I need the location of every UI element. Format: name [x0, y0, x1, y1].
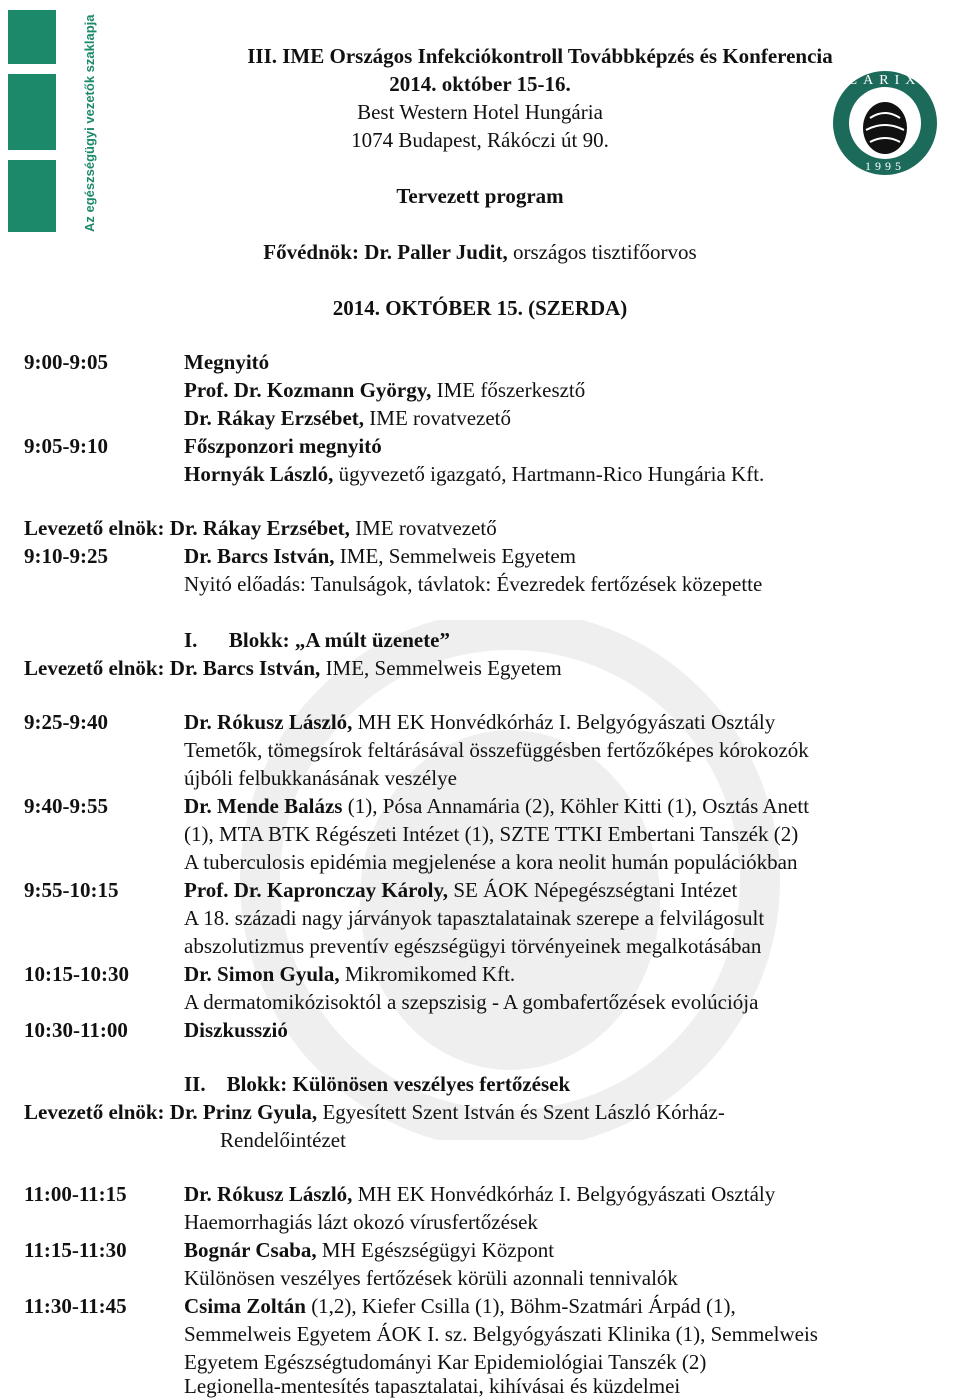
speaker-line: Prof. Dr. Kapronczay Károly, SE ÁOK Népegészségtani Intézet — [184, 878, 738, 902]
speaker-line: Csima Zoltán (1,2), Kiefer Csilla (1), Böhm-Szatmári Árpád (1), — [184, 1294, 736, 1318]
speaker-line: Dr. Barcs István, IME, Semmelweis Egyetem — [184, 544, 576, 568]
talk-title: Legionella-mentesítés tapasztalatai, kihívásai és küzdelmei — [184, 1374, 681, 1398]
talk-title: Nyitó előadás: Tanulságok, távlatok: Évezredek fertőzések közepette — [184, 572, 763, 596]
time-slot: 9:00-9:05 — [24, 350, 108, 374]
conference-address: 1074 Budapest, Rákóczi út 90. — [351, 128, 609, 152]
session-title: Diszkusszió — [184, 1018, 288, 1042]
conference-dates: 2014. október 15-16. — [389, 72, 571, 96]
ime-logo-subtext: Az egészségügyi vezetők szaklapja — [82, 14, 97, 232]
chair-line: Levezető elnök: Dr. Barcs István, IME, Semmelweis Egyetem — [24, 656, 562, 680]
block-heading: I. Blokk: „A múlt üzenete” — [184, 628, 451, 652]
affiliation-line: Semmelweis Egyetem ÁOK I. sz. Belgyógyászati Klinika (1), Semmelweis — [184, 1322, 818, 1346]
time-slot: 9:55-10:15 — [24, 878, 119, 902]
talk-title: újbóli felbukkanásának veszélye — [184, 766, 457, 790]
speaker-line: Dr. Rókusz László, MH EK Honvédkórház I. Belgyógyászati Osztály — [184, 710, 776, 734]
affiliation-line: (1), MTA BTK Régészeti Intézet (1), SZTE TTKI Embertani Tanszék (2) — [184, 822, 799, 846]
larix-logo-text: LARIX — [848, 73, 922, 88]
time-slot: 11:00-11:15 — [24, 1182, 127, 1206]
talk-title: abszolutizmus preventív egészségügyi törvényeinek megalkotásában — [184, 934, 762, 958]
talk-title: A tuberculosis epidémia megjelenése a kora neolit humán populációkban — [184, 850, 798, 874]
time-slot: 11:15-11:30 — [24, 1238, 127, 1262]
larix-logo-year: 1995 — [865, 159, 905, 173]
program-title: Tervezett program — [396, 184, 564, 208]
day-heading: 2014. OKTÓBER 15. (SZERDA) — [332, 296, 628, 320]
speaker-line: Hornyák László, ügyvezető igazgató, Hartmann-Rico Hungária Kft. — [184, 462, 765, 486]
time-slot: 9:10-9:25 — [24, 544, 108, 568]
talk-title: A dermatomikózisoktól a szepszisig - A gombafertőzések evolúciója — [184, 990, 759, 1014]
time-slot: 10:30-11:00 — [24, 1018, 128, 1042]
time-slot: 10:15-10:30 — [24, 962, 129, 986]
talk-title: A 18. századi nagy járványok tapasztalatainak szerepe a felvilágosult — [184, 906, 765, 930]
session-title: Főszponzori megnyitó — [184, 434, 382, 458]
affiliation-line: Egyetem Egészségtudományi Kar Epidemiológiai Tanszék (2) — [184, 1350, 707, 1374]
chair-line: Levezető elnök: Dr. Rákay Erzsébet, IME rovatvezető — [24, 516, 497, 540]
speaker-line: Dr. Simon Gyula, Mikromikomed Kft. — [184, 962, 516, 986]
time-slot: 11:30-11:45 — [24, 1294, 127, 1318]
talk-title: Haemorrhagiás lázt okozó vírusfertőzések — [184, 1210, 538, 1234]
speaker-line: Prof. Dr. Kozmann György, IME főszerkesztő — [184, 378, 586, 402]
chair-line: Levezető elnök: Dr. Prinz Gyula, Egyesített Szent István és Szent László Kórház- — [24, 1100, 725, 1124]
speaker-line: Dr. Rókusz László, MH EK Honvédkórház I. Belgyógyászati Osztály — [184, 1182, 776, 1206]
block-heading: II. Blokk: Különösen veszélyes fertőzések — [184, 1072, 571, 1096]
speaker-line: Dr. Rákay Erzsébet, IME rovatvezető — [184, 406, 511, 430]
conference-venue: Best Western Hotel Hungária — [357, 100, 603, 124]
patron-line: Fővédnök: Dr. Paller Judit, országos tisztifőorvos — [263, 240, 697, 264]
talk-title: Különösen veszélyes fertőzések körüli azonnali tennivalók — [184, 1266, 678, 1290]
session-title: Megnyitó — [184, 350, 270, 374]
talk-title: Temetők, tömegsírok feltárásával összefüggésben fertőzőképes kórokozók — [184, 738, 809, 762]
conference-title: III. IME Országos Infekciókontroll Továbbképzés és Konferencia — [247, 44, 833, 68]
document-header — [0, 42, 960, 322]
time-slot: 9:25-9:40 — [24, 710, 108, 734]
chair-affiliation: Rendelőintézet — [220, 1128, 346, 1152]
speaker-line: Dr. Mende Balázs (1), Pósa Annamária (2), Köhler Kitti (1), Osztás Anett — [184, 794, 810, 818]
speaker-line: Bognár Csaba, MH Egészségügyi Központ — [184, 1238, 555, 1262]
time-slot: 9:40-9:55 — [24, 794, 108, 818]
time-slot: 9:05-9:10 — [24, 434, 108, 458]
